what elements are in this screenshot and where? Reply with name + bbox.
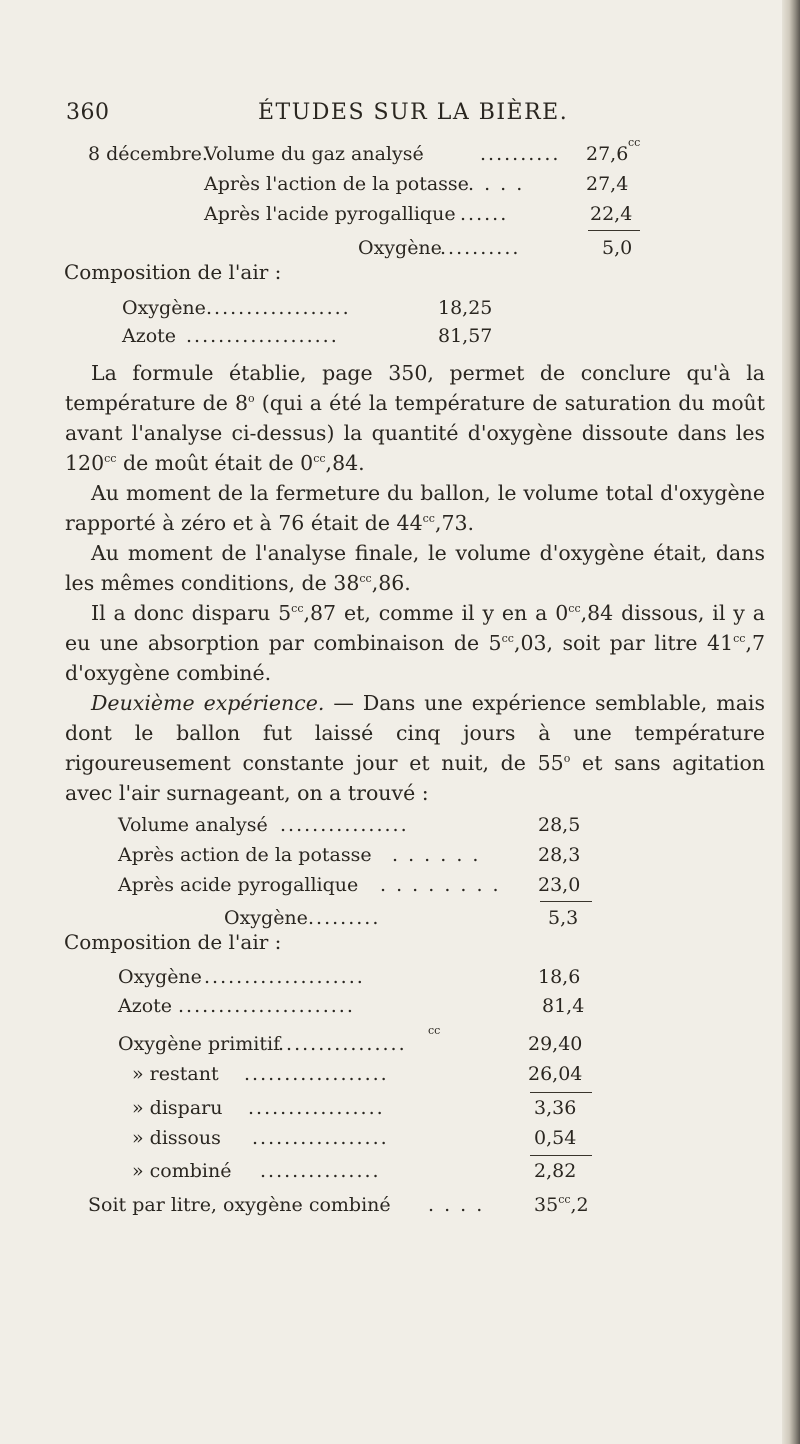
paragraph: Il a donc disparu $5^{cc},87$ et, comme il y en a $0^{cc},84$ dissous, il y a eu une absorption par combinaison de $5^{cc},03$, soit par litre $41^{cc},7$ d'oxygène combiné. xyxy=(65,601,765,685)
leader-dots: ................ xyxy=(280,814,409,836)
table-row xyxy=(88,236,668,260)
leader-dots: ................ xyxy=(278,1033,407,1055)
row-label: » dissous xyxy=(132,1127,221,1149)
paragraph: La formule établie, page 350, permet de conclure qu'à la température de 8$^o$ (qui a été la température de saturation du moût avant l'analyse ci-dessus) la quantité d'oxygène dissoute dans les $120^{cc}$ de moût était de $0^{cc},84$. xyxy=(65,361,765,475)
row-label: Après l'action de la potasse xyxy=(204,173,469,195)
row-label: Soit par litre, oxygène combiné xyxy=(88,1194,391,1216)
row-value: 22,4 xyxy=(590,203,633,225)
section-heading: Deuxième expérience. xyxy=(91,691,325,715)
row-label: Après l'acide pyrogallique xyxy=(204,203,456,225)
sum-rule xyxy=(588,230,640,231)
paragraph: Au moment de la fermeture du ballon, le volume total d'oxygène rapporté à zéro et à 76 était de $44^{cc},73$. xyxy=(65,481,765,535)
row-value: 29,40 xyxy=(528,1033,583,1055)
row-value: 81,57 xyxy=(438,325,493,347)
leader-dots: ......... xyxy=(308,907,381,929)
leader-dots: .......... xyxy=(440,237,521,259)
leader-dots: .................... xyxy=(204,966,365,988)
row-value: 81,4 xyxy=(542,995,585,1017)
table-row xyxy=(88,142,668,166)
leader-dots: .................. xyxy=(244,1063,389,1085)
table-row xyxy=(118,873,638,897)
row-label: Oxygène xyxy=(118,966,202,988)
table-row xyxy=(118,1062,638,1086)
composition-title: Composition de l'air : xyxy=(64,260,282,284)
row-value: 18,25 xyxy=(438,297,493,319)
row-label: Oxygène primitif xyxy=(118,1033,281,1055)
table-row xyxy=(118,994,638,1018)
row-value: 5,0 xyxy=(602,237,633,259)
row-value: 28,5 xyxy=(538,814,581,836)
row-value: 23,0 xyxy=(538,874,581,896)
row-label: » disparu xyxy=(132,1097,223,1119)
sum-rule xyxy=(540,901,592,902)
unit-cc-label: cc xyxy=(628,136,641,149)
date-label: 8 décembre. xyxy=(88,143,208,165)
paragraph: Deuxième expérience. — Dans une expérience semblable, mais dont le ballon fut laissé cinq jours à une température rigoureusement constante jour et nuit, de 55$^o$ et sans agitation avec l'air surnageant, on a trouvé : xyxy=(65,691,765,805)
sum-rule xyxy=(530,1092,592,1093)
row-value: 2,82 xyxy=(534,1160,577,1182)
composition-title: Composition de l'air : xyxy=(64,930,282,954)
table-row xyxy=(118,906,638,930)
row-value: 27,6 xyxy=(586,143,629,165)
page-number: 360 xyxy=(66,100,110,125)
unit-cc-label: cc xyxy=(428,1024,441,1037)
row-label: Azote xyxy=(122,325,177,347)
table-row xyxy=(118,843,638,867)
row-label: Volume du gaz analysé xyxy=(204,143,424,165)
row-value: 18,6 xyxy=(538,966,581,988)
leader-dots: .......... xyxy=(480,143,561,165)
row-value: 3,36 xyxy=(534,1097,577,1119)
row-label: Oxygène xyxy=(224,907,308,929)
row-label: Après acide pyrogallique xyxy=(118,874,359,896)
row-value: 0,54 xyxy=(534,1127,577,1149)
row-value: 5,3 xyxy=(548,907,579,929)
page-edge-shadow xyxy=(782,0,800,1444)
table-row xyxy=(122,324,542,348)
leader-dots: . . . . . . . . xyxy=(380,874,501,896)
leader-dots: . . . . xyxy=(428,1194,485,1216)
leader-dots: ...................... xyxy=(178,995,355,1017)
body-text xyxy=(65,358,765,808)
row-label: » combiné xyxy=(132,1160,232,1182)
leader-dots: . . . . . . xyxy=(392,844,481,866)
leader-dots: ...... xyxy=(460,203,509,225)
row-label: » restant xyxy=(132,1063,219,1085)
leader-dots: ................. xyxy=(248,1097,385,1119)
row-value: 28,3 xyxy=(538,844,581,866)
table-row xyxy=(88,172,668,196)
leader-dots: . . . . xyxy=(468,173,525,195)
leader-dots: .................. xyxy=(206,297,351,319)
leader-dots: ................... xyxy=(186,325,339,347)
row-value: 27,4 xyxy=(586,173,629,195)
table-row xyxy=(118,1096,638,1120)
table-row xyxy=(118,1126,638,1150)
table-row xyxy=(118,965,638,989)
row-label: Azote xyxy=(118,995,173,1017)
paragraph: Au moment de l'analyse finale, le volume d'oxygène était, dans les mêmes conditions, de $38^{cc},86$. xyxy=(65,541,765,595)
row-label: Volume analysé xyxy=(118,814,268,836)
row-label: Oxygène xyxy=(358,237,442,259)
table-row xyxy=(88,202,668,226)
table-row xyxy=(122,296,542,320)
running-title: ÉTUDES SUR LA BIÈRE. xyxy=(258,100,569,125)
row-label: Oxygène xyxy=(122,297,206,319)
sum-rule xyxy=(530,1155,592,1156)
row-value: $35^{cc},2$ xyxy=(534,1193,589,1216)
leader-dots: ............... xyxy=(260,1160,381,1182)
table-row xyxy=(118,1032,638,1056)
table-row xyxy=(118,1159,638,1183)
per-litre-row xyxy=(88,1193,648,1217)
leader-dots: ................. xyxy=(252,1127,389,1149)
table-row xyxy=(118,813,638,837)
row-label: Après action de la potasse xyxy=(118,844,372,866)
row-value: 26,04 xyxy=(528,1063,583,1085)
